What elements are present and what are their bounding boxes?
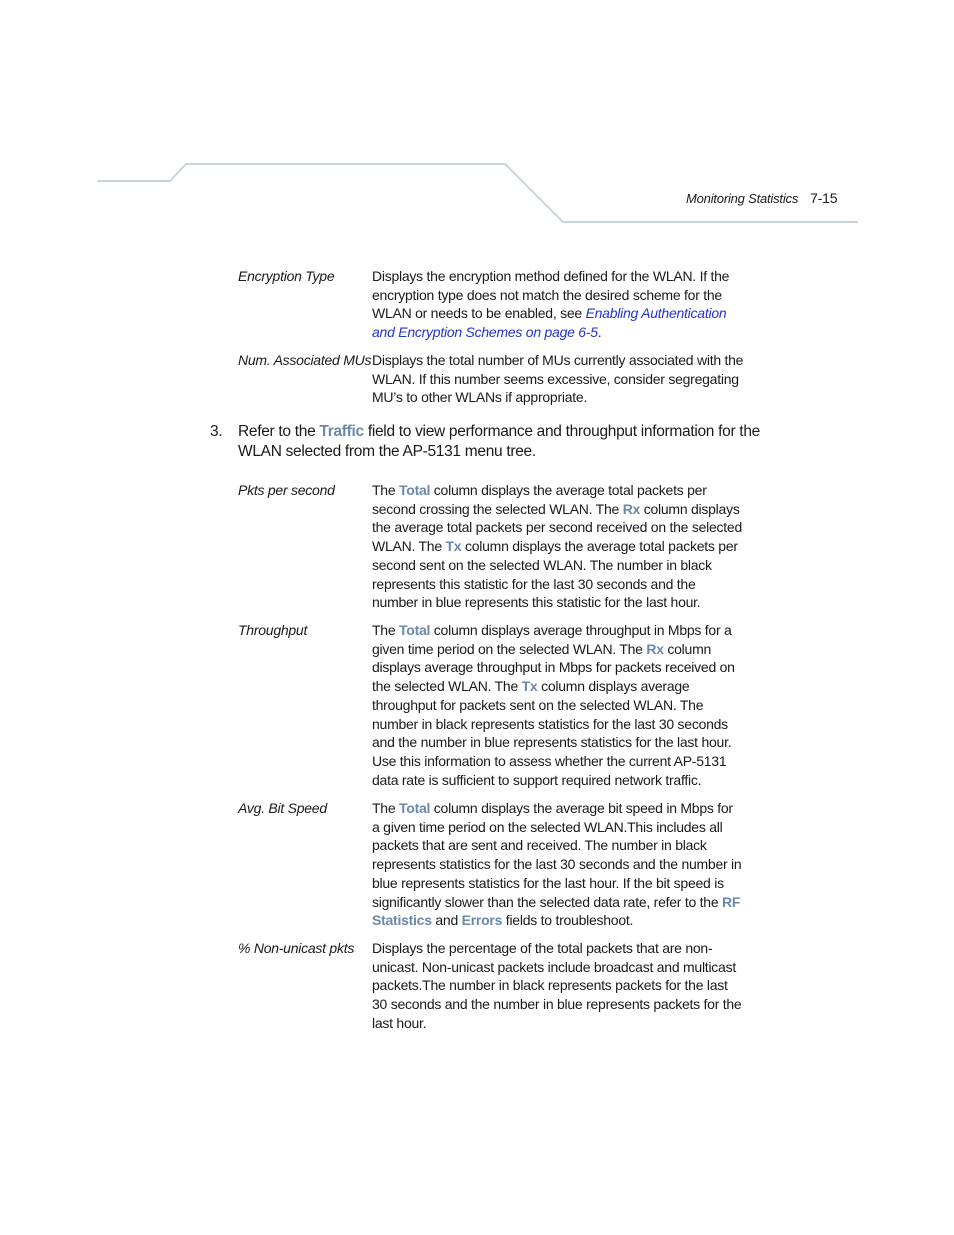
description: Displays the percentage of the total packets that are non-unicast. Non-unicast packets include broadcast and multicast packets.The number in black represents packets for the last 30 seconds and the number in blue represents packets for the last hour. (372, 940, 742, 1031)
keyword-total: Total (399, 622, 431, 638)
keyword-total: Total (399, 800, 431, 816)
page-number: 7-15 (810, 190, 838, 206)
term: Num. Associated MUs (238, 352, 372, 368)
keyword-tx: Tx (521, 678, 538, 695)
step-text: Refer to the Traffic field to view performance and throughput information for the WLAN selected from the AP-5131 menu tree. (238, 423, 760, 460)
term: % Non-unicast pkts (238, 940, 355, 956)
step-number: 3. (210, 423, 223, 440)
keyword-errors: Errors (461, 912, 503, 929)
description: The Total column displays average throughput in Mbps for a given time period on the selected WLAN. The Rx column displays average throughput in Mbps for packets received on the selected WLAN. The Tx column displays average throughput for packets sent on the selected WLAN. The number in black represents statistics for the last 30 seconds and the number in blue represents statistics for the last hour. Use this information to assess whether the current AP-5131 data rate is sufficient to support required network traffic. (372, 622, 735, 788)
section-title: Monitoring Statistics (686, 191, 799, 206)
term: Avg. Bit Speed (238, 800, 327, 816)
running-head (686, 190, 837, 206)
keyword-rx: Rx (646, 640, 664, 657)
keyword-rx: Rx (622, 500, 641, 517)
term: Pkts per second (238, 482, 335, 498)
keyword-rf-statistics: RF Statistics (372, 893, 741, 929)
link-enabling-authentication[interactable]: Enabling Authentication and Encryption Schemes on page 6-5 (372, 305, 727, 341)
keyword-traffic: Traffic (319, 423, 364, 440)
description: The Total column displays the average total packets per second crossing the selected WLAN. The Rx column displays the average total packets per second received on the selected WLAN. The Tx column displays the average total packets per second sent on the selected WLAN. The number in black represents this statistic for the last 30 seconds and the number in blue represents this statistic for the last hour. (372, 482, 742, 611)
description: The Total column displays the average bit speed in Mbps for a given time period on the selected WLAN.This includes all packets that are sent and received. The number in black represents statistics for the last 30 seconds and the number in blue represents statistics for the last hour. If the bit speed is significantly slower than the selected data rate, refer to the RF Statistics and Errors fields to troubleshoot. (372, 800, 742, 929)
description: Displays the encryption method defined for the WLAN. If the encryption type does not match the desired scheme for the WLAN or needs to be enabled, see Enabling Authentication and Encryption Schemes on page 6-5. (372, 268, 730, 341)
keyword-tx: Tx (445, 538, 462, 555)
description: Displays the total number of MUs currently associated with the WLAN. If this number seems excessive, consider segregating MU’s to other WLANs if appropriate. (372, 352, 744, 406)
term: Throughput (238, 622, 308, 638)
keyword-total: Total (399, 482, 431, 498)
term: Encryption Type (238, 268, 335, 284)
